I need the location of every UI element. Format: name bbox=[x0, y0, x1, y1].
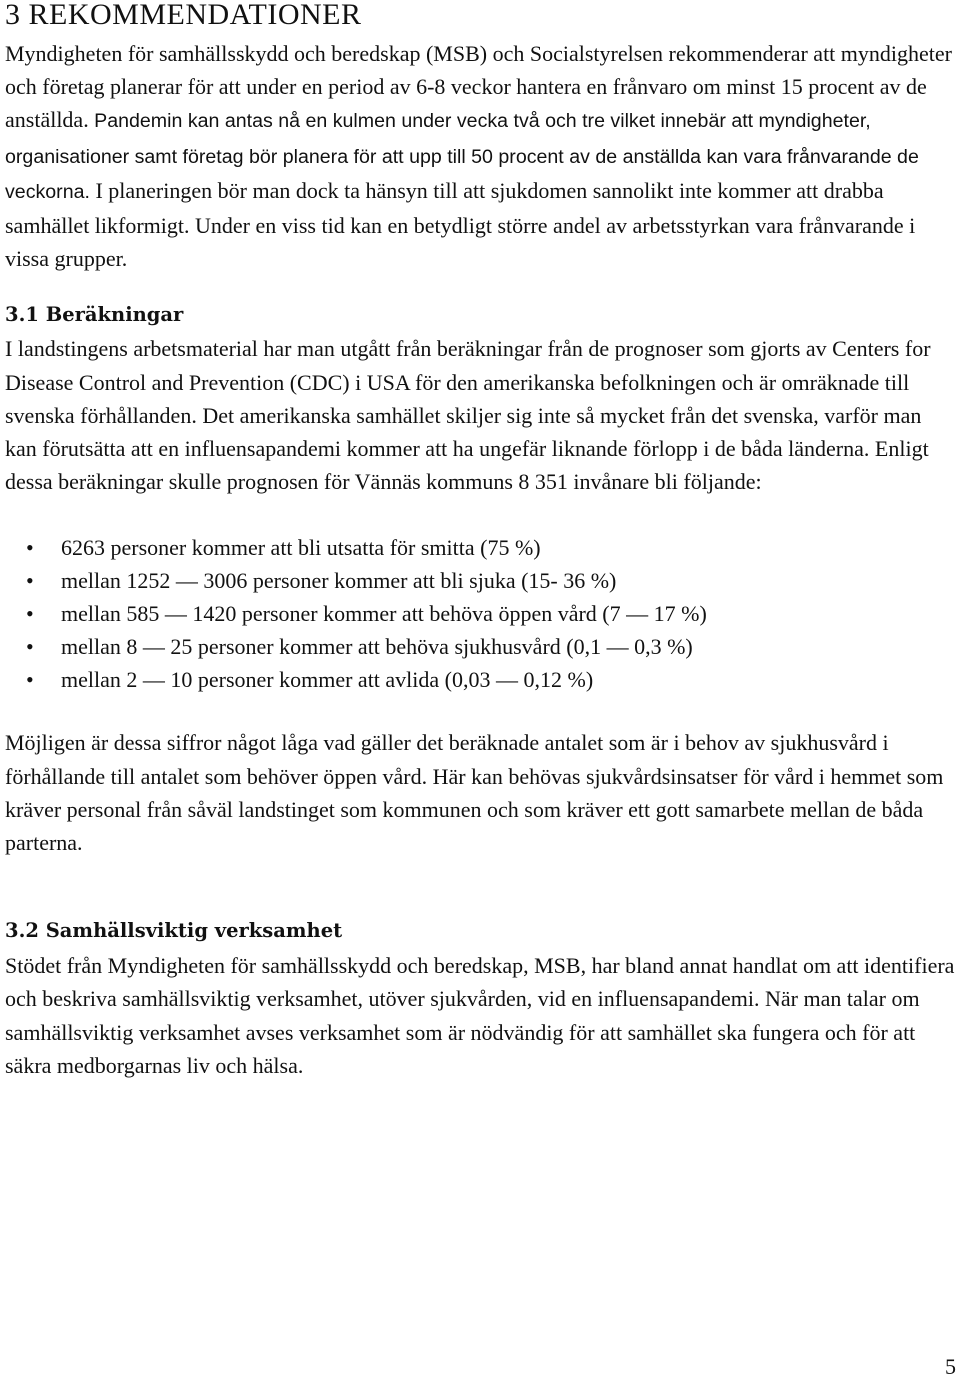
list-item bbox=[5, 564, 955, 597]
bullet-icon: • bbox=[26, 634, 34, 660]
list-item bbox=[5, 630, 955, 663]
section-3-1-paragraph: I landstingens arbetsmaterial har man utgått från beräkningar från de prognoser som gjorts av Centers for Disease Control and Prevention (CDC) i USA för den amerikanska befolkningen och är omräknade till svenska förhållanden. Det amerikanska samhället skiljer sig inte så mycket från det svenska, varför man kan förutsätta att en influensapandemi kommer att ha ungefär liknande förlopp i de båda länderna. Enligt dessa beräkningar skulle prognosen för Vännäs kommuns 8 351 invånare bli följande: bbox=[5, 336, 931, 495]
intro-text-part-1: Myndigheten för samhällsskydd och beredskap (MSB) och Socialstyrelsen rekommenderar att myndigheter och företag planerar för att under en period av 6-8 veckor hantera en frånvaro om minst 15 procent av de anställda. bbox=[5, 41, 952, 133]
bullet-icon: • bbox=[26, 667, 34, 693]
bullet-icon: • bbox=[26, 535, 34, 561]
intro-paragraph bbox=[5, 37, 955, 275]
list-item-text: 6263 personer kommer att bli utsatta för smitta (75 %) bbox=[61, 535, 541, 561]
intro-text-part-2: Pandemin kan antas nå en kulmen under vecka två och tre vilket innebär att myndigheter, organisationer samt företag bör planera för att upp till 50 procent av de anställda kan vara frånvarande de veckorna. bbox=[5, 110, 919, 203]
chapter-heading: 3 REKOMMENDATIONER bbox=[5, 0, 362, 31]
list-item bbox=[5, 531, 955, 564]
list-item-text: mellan 8 — 25 personer kommer att behöva sjukhusvård (0,1 — 0,3 %) bbox=[61, 634, 693, 660]
document-page bbox=[5, 0, 955, 1082]
bullet-icon: • bbox=[26, 601, 34, 627]
list-item-text: mellan 2 — 10 personer kommer att avlida (0,03 — 0,12 %) bbox=[61, 667, 594, 693]
list-item bbox=[5, 663, 955, 696]
list-item bbox=[5, 597, 955, 630]
section-heading-3-2: 3.2 Samhällsviktig verksamhet bbox=[5, 919, 343, 943]
list-item-text: mellan 1252 — 3006 personer kommer att bli sjuka (15- 36 %) bbox=[61, 568, 617, 594]
intro-text-part-3: I planeringen bör man dock ta hänsyn till att sjukdomen sannolikt inte kommer att drabba samhället likformigt. Under en viss tid kan en betydligt större andel av arbetsstyrkan vara frånvarande i vissa grupper. bbox=[5, 177, 916, 272]
section-3-1-closing-paragraph: Möjligen är dessa siffror något låga vad gäller det beräknade antalet som är i behov av sjukhusvård i förhållande till antalet som behöver öppen vård. Här kan behövas sjukvårdsinsatser för vård i hemmet som kräver personal från såväl landstinget som kommunen och som kräver ett gott samarbete mellan de båda parterna. bbox=[5, 730, 944, 856]
section-heading-3-1: 3.1 Beräkningar bbox=[5, 303, 184, 327]
list-item-text: mellan 585 — 1420 personer kommer att behöva öppen vård (7 — 17 %) bbox=[61, 601, 707, 627]
bullet-icon: • bbox=[26, 568, 34, 594]
page-number: 5 bbox=[945, 1354, 956, 1379]
section-3-2-paragraph: Stödet från Myndigheten för samhällsskydd och beredskap, MSB, har bland annat handlat om att identifiera och beskriva samhällsviktig verksamhet, utöver sjukvården, vid en influensapandemi. När man talar om samhällsviktig verksamhet avses verksamhet som är nödvändig för att samhället ska fungera och för att säkra medborgarnas liv och hälsa. bbox=[5, 953, 955, 1078]
forecast-list bbox=[5, 531, 955, 696]
